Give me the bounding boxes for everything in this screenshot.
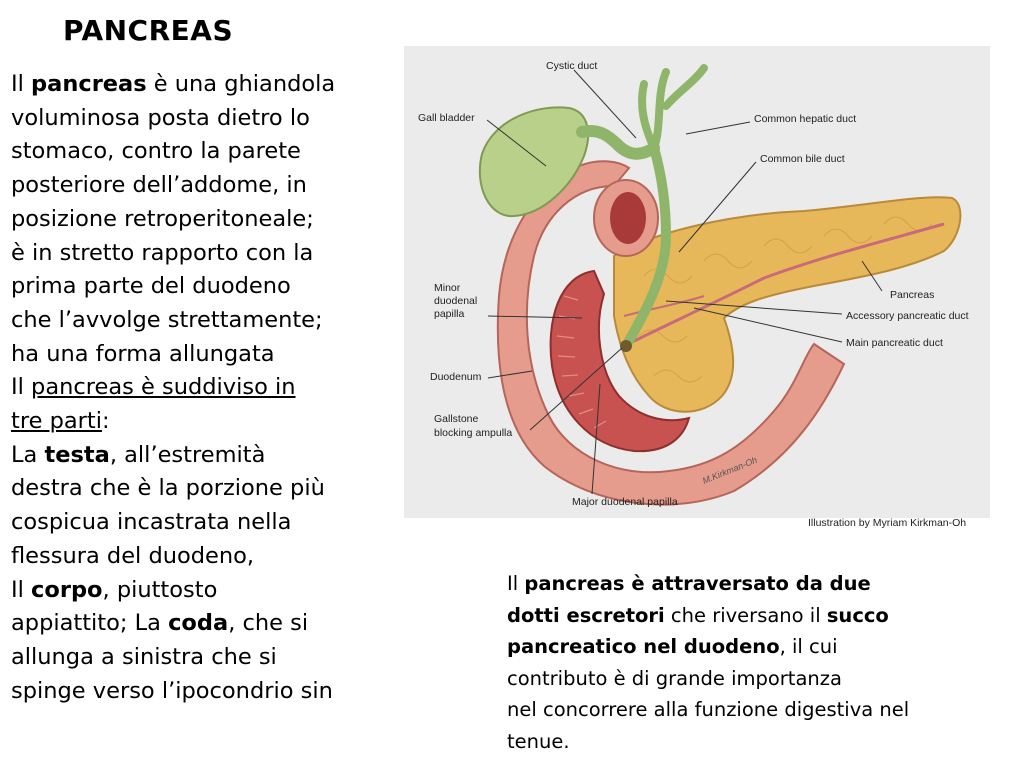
artist-signature: M.Kirkman-Oh: [701, 454, 759, 486]
text-line: spinge verso l’ipocondrio sin: [11, 677, 333, 704]
ducts-paragraph: [507, 568, 1007, 757]
text-line: tenue.: [507, 729, 570, 753]
description-paragraph: [11, 68, 391, 708]
bold-term: corpo: [31, 576, 103, 603]
text-line: dotti escretori che riversano il succo: [507, 603, 889, 627]
text-line: è in stretto rapporto con la: [11, 239, 314, 266]
text-line: Il pancreas è suddiviso in: [11, 374, 296, 401]
label-gallstone: blocking ampulla: [434, 427, 513, 439]
cystic-duct: [582, 131, 654, 154]
bold-phrase: succo: [826, 603, 889, 627]
label-common-bile-duct: Common bile duct: [760, 153, 845, 165]
text-line: Il pancreas è attraversato da due: [507, 572, 871, 595]
page-title: PANCREAS: [63, 14, 234, 47]
bold-phrase: pancreatico nel duodeno: [507, 635, 780, 658]
label-accessory-duct: Accessory pancreatic duct: [846, 310, 969, 322]
label-minor-papilla: duodenal: [434, 295, 478, 307]
text-line: ha una forma allungata: [11, 340, 275, 367]
text-line: cospicua incastrata nella: [11, 509, 292, 536]
text-line: voluminosa posta dietro lo: [11, 104, 310, 131]
label-pancreas: Pancreas: [890, 289, 935, 301]
label-duodenum: Duodenum: [430, 371, 482, 383]
bold-term: testa: [44, 441, 110, 468]
pancreas-anatomy-illustration: [404, 46, 990, 518]
text-line: nel concorrere alla funzione digestiva nel: [507, 698, 910, 721]
text-line: Il corpo, piuttosto: [11, 576, 218, 603]
text-line: prima parte del duodeno: [11, 273, 291, 300]
text-line: appiattito; La coda, che si: [11, 610, 309, 637]
text-line: posizione retroperitoneale;: [11, 205, 314, 232]
bold-term: coda: [168, 610, 229, 637]
text-line: destra che è la porzione più: [11, 475, 325, 502]
anatomy-diagram: [404, 46, 990, 518]
gallstone: [620, 340, 632, 352]
label-gall-bladder: Gall bladder: [418, 112, 475, 124]
label-minor-papilla: Minor: [434, 282, 461, 294]
text-line: pancreatico nel duodeno, il cui: [507, 635, 838, 658]
label-cystic-duct: Cystic duct: [546, 60, 598, 72]
text-line: Il pancreas è una ghiandola: [11, 71, 336, 97]
text-line: posteriore dell’addome, in: [11, 172, 307, 199]
bold-term: pancreas: [31, 71, 147, 97]
text-line: che l’avvolge strettamente;: [11, 306, 323, 333]
label-common-hepatic-duct: Common hepatic duct: [754, 113, 857, 125]
text-line: allunga a sinistra che si: [11, 643, 277, 670]
underlined-phrase: tre parti: [11, 408, 102, 435]
label-major-papilla: Major duodenal papilla: [572, 496, 678, 508]
label-gallstone: Gallstone: [434, 413, 479, 425]
common-hepatic-duct: [642, 68, 704, 148]
bold-phrase: pancreas è attraversato da due: [524, 572, 871, 595]
text-line: flessura del duodeno,: [11, 542, 255, 569]
label-main-duct: Main pancreatic duct: [846, 337, 943, 349]
text-line: contributo è di grande importanza: [507, 666, 842, 690]
label-minor-papilla: papilla: [434, 308, 465, 320]
duodenum-opening-lumen: [610, 192, 646, 244]
text-line: La testa, all’estremità: [11, 441, 266, 468]
text-line: tre parti:: [11, 408, 110, 435]
illustration-credit: Illustration by Myriam Kirkman-Oh: [808, 517, 967, 529]
underlined-phrase: pancreas è suddiviso in: [31, 374, 296, 401]
text-line: stomaco, contro la parete: [11, 138, 301, 165]
bold-phrase: dotti escretori: [507, 603, 665, 627]
